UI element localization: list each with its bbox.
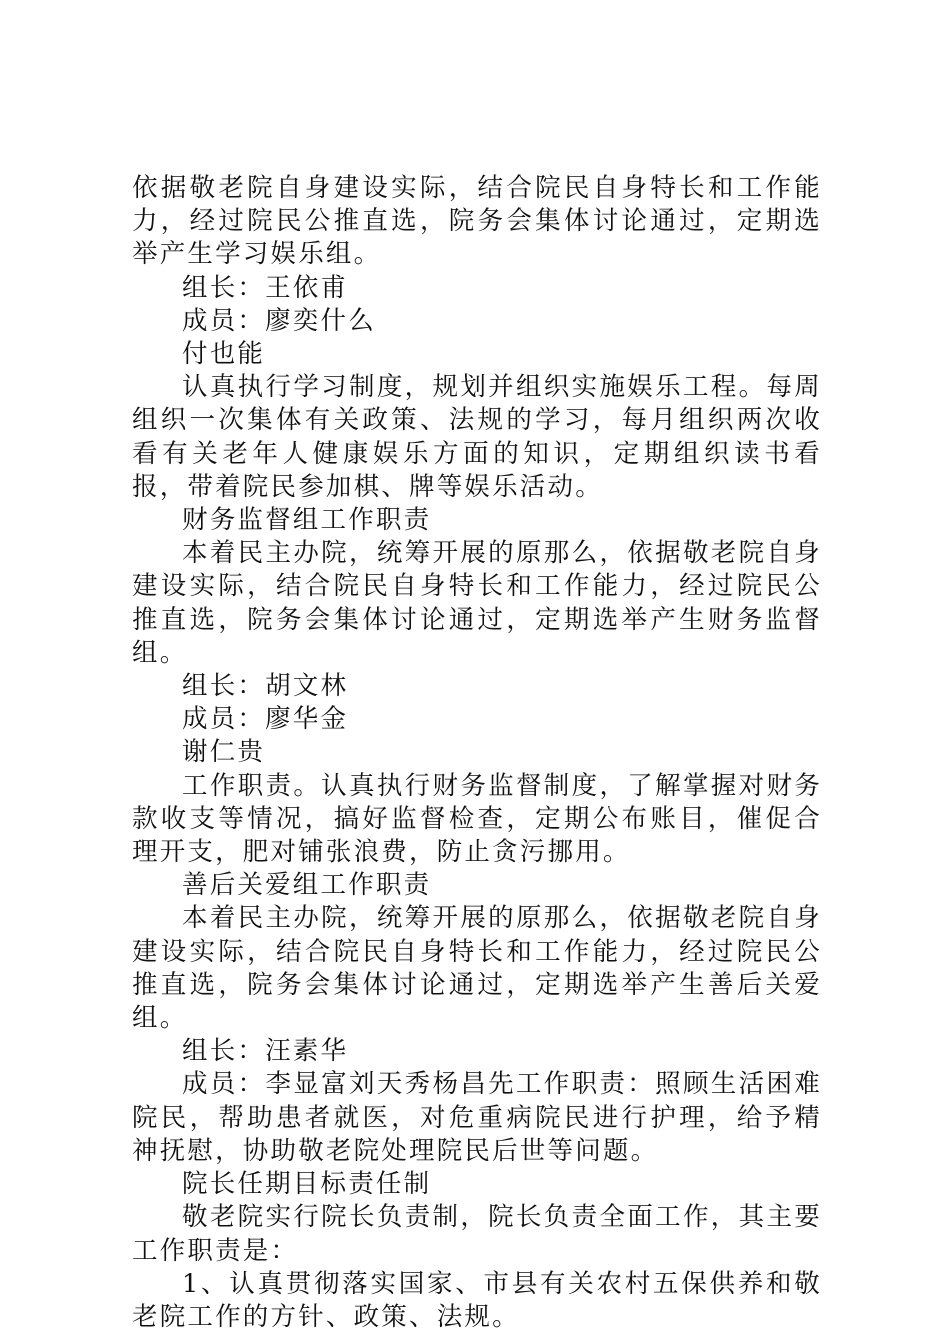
director-responsibility-heading: 院长任期目标责任制 bbox=[182, 1169, 432, 1200]
study-group-member-2: 付也能 bbox=[182, 339, 266, 370]
finance-group-member-2: 谢仁贵 bbox=[182, 737, 266, 768]
care-group-leader: 组长：汪素华 bbox=[182, 1036, 349, 1067]
paragraph-intro: 依据敬老院自身建设实际，结合院民自身特长和工作能力，经过院民公推直选，院务会集体讨论通过，定期选举产生学习娱乐组。 bbox=[132, 173, 822, 270]
director-responsibility-intro: 敬老院实行院长负责制，院长负责全面工作，其主要工作职责是： bbox=[132, 1202, 822, 1266]
study-group-members: 成员：廖奕什么 bbox=[182, 305, 376, 336]
finance-group-leader: 组长：胡文林 bbox=[182, 671, 349, 702]
study-group-leader: 组长：王依甫 bbox=[182, 272, 349, 303]
finance-group-heading: 财务监督组工作职责 bbox=[182, 505, 432, 536]
care-group-members-duties: 成员：李显富刘天秀杨昌先工作职责：照顾生活困难院民，帮助患者就医，对危重病院民进行护理，给予精神抚慰，协助敬老院处理院民后世等问题。 bbox=[132, 1069, 822, 1166]
finance-group-members: 成员：廖华金 bbox=[182, 704, 349, 735]
director-duty-item-1: 1、认真贯彻落实国家、市县有关农村五保供养和敬老院工作的方针、政策、法规。 bbox=[132, 1268, 822, 1332]
care-group-intro: 本着民主办院，统筹开展的原那么，依据敬老院自身建设实际，结合院民自身特长和工作能力，经过院民公推直选，院务会集体讨论通过，定期选举产生善后关爱组。 bbox=[132, 903, 822, 1034]
document-body bbox=[132, 172, 822, 1334]
study-group-duties: 认真执行学习制度，规划并组织实施娱乐工程。每周组织一次集体有关政策、法规的学习，每月组织两次收看有关老年人健康娱乐方面的知识，定期组织读书看报，带着院民参加棋、牌等娱乐活动。 bbox=[132, 372, 822, 502]
finance-group-duties: 工作职责。认真执行财务监督制度，了解掌握对财务款收支等情况，搞好监督检查，定期公布账目，催促合理开支，肥对铺张浪费，防止贪污挪用。 bbox=[132, 770, 822, 868]
finance-group-intro: 本着民主办院，统筹开展的原那么，依据敬老院自身建设实际，结合院民自身特长和工作能力，经过院民公推直选，院务会集体讨论通过，定期选举产生财务监督组。 bbox=[132, 538, 822, 668]
care-group-heading: 善后关爱组工作职责 bbox=[182, 870, 432, 901]
